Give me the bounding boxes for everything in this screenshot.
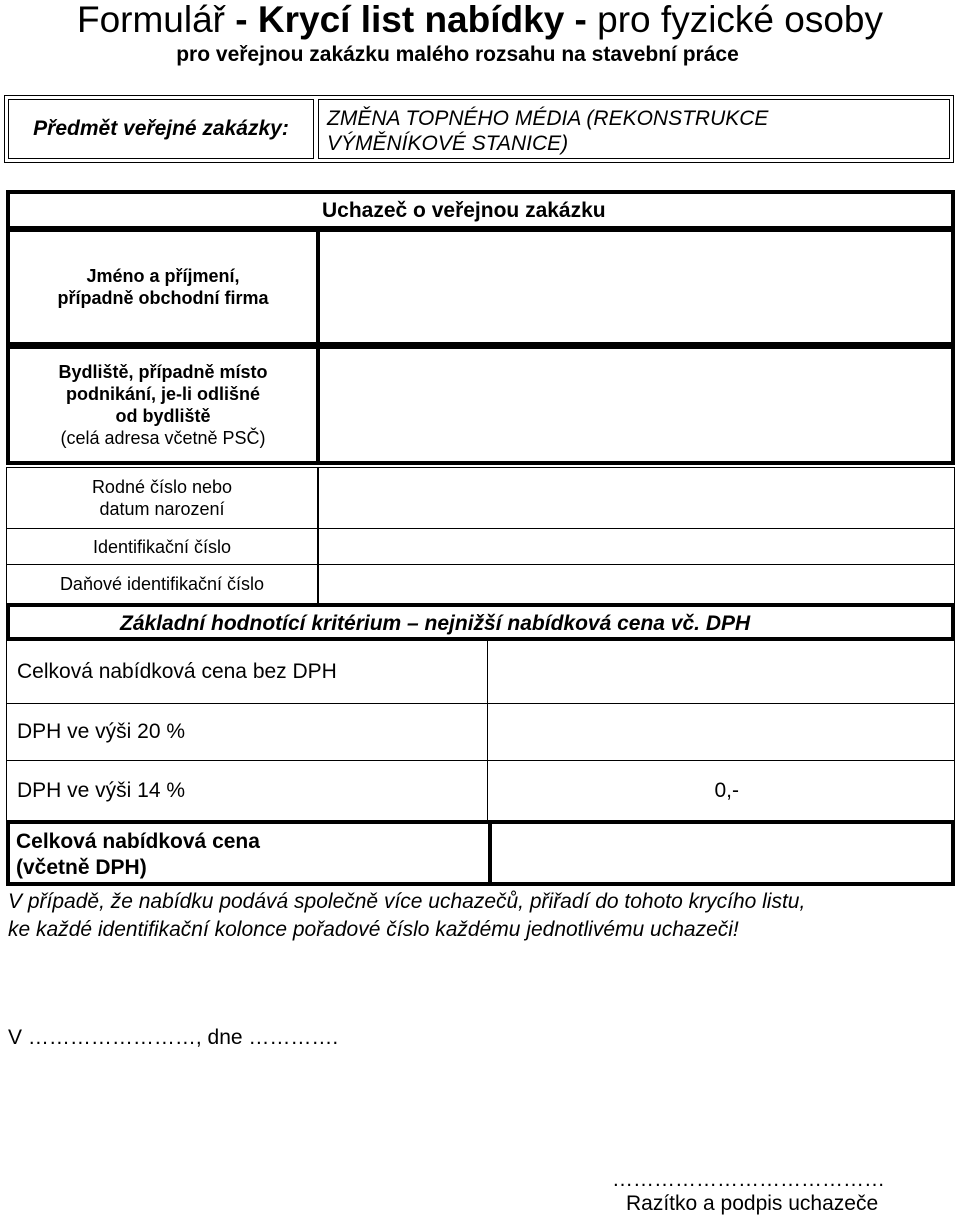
dic-label-cell — [6, 564, 318, 604]
name-label-line-2: případně obchodní firma — [57, 288, 269, 308]
total-price-label-line-1: Celková nabídková cena — [16, 830, 260, 853]
subject-value-line-1: ZMĚNA TOPNÉHO MÉDIA (REKONSTRUKCE — [327, 107, 769, 130]
birth-input-cell[interactable] — [318, 467, 955, 529]
vat-14-label: DPH ve výši 14 % — [17, 779, 186, 802]
ico-label: Identifikační číslo — [92, 536, 232, 557]
price-excl-vat-label: Celková nabídková cena bez DPH — [17, 660, 337, 683]
vat-14-input[interactable] — [487, 760, 955, 822]
birth-label-line-2: datum narození — [99, 499, 225, 519]
residence-label-line-2: podnikání, je-li odlišné — [65, 384, 261, 404]
bidder-heading — [6, 190, 955, 230]
total-price-label-cell — [6, 820, 492, 886]
birth-label-cell — [6, 467, 318, 529]
subject-value-line-2: VÝMĚNÍKOVÉ STANICE) — [327, 132, 569, 155]
dic-label: Daňové identifikační číslo — [59, 574, 265, 594]
price-excl-vat-input[interactable] — [487, 640, 955, 704]
subject-value — [318, 99, 950, 159]
birth-label-line-1: Rodné číslo nebo — [91, 477, 233, 497]
name-label-line-1: Jméno a příjmení, — [86, 266, 240, 286]
title-part-1: Formulář — [76, 0, 236, 40]
price-excl-vat-label-cell — [6, 640, 488, 704]
residence-label-line-4: (celá adresa včetně PSČ) — [60, 428, 266, 448]
ico-label-cell — [6, 528, 318, 565]
note-line-2: ke každé identifikační kolonce pořadové číslo každému jednotlivému uchazeči! — [8, 918, 739, 941]
signature-label: Razítko a podpis uchazeče — [626, 1192, 879, 1215]
signature-dots: ………………………………… — [612, 1168, 885, 1191]
total-price-input[interactable] — [488, 820, 955, 886]
vat-14-value: 0,- — [714, 779, 739, 802]
vat-20-label: DPH ve výši 20 % — [17, 720, 186, 743]
title-part-2: - Krycí list nabídky - — [235, 0, 587, 40]
residence-label-line-3: od bydliště — [115, 406, 211, 426]
dic-input-cell[interactable] — [318, 564, 955, 604]
residence-label-line-1: Bydliště, případně místo — [58, 362, 268, 382]
criterion-heading — [6, 603, 955, 641]
note-line-1: V případě, že nabídku podává společně více uchazečů, přiřadí do tohoto krycího listu, — [8, 890, 806, 913]
residence-input-cell[interactable] — [316, 345, 955, 465]
residence-label-cell — [6, 345, 320, 465]
form-title — [0, 0, 960, 40]
vat-20-label-cell — [6, 703, 488, 761]
title-part-3: pro fyzické osoby — [586, 0, 884, 40]
name-label-cell — [6, 228, 320, 346]
place-date-line: V ……………………, dne …………. — [8, 1026, 339, 1049]
multiple-bidders-note — [8, 888, 958, 944]
vat-14-label-cell — [6, 760, 488, 822]
form-subtitle: pro veřejnou zakázku malého rozsahu na stavební práce — [176, 43, 739, 66]
total-price-label-line-2: (včetně DPH) — [16, 856, 147, 879]
bidder-heading-text: Uchazeč o veřejnou zakázku — [322, 199, 606, 222]
name-input-cell[interactable] — [316, 228, 955, 346]
ico-input-cell[interactable] — [318, 528, 955, 565]
subject-label: Předmět veřejné zakázky: — [8, 99, 314, 159]
vat-20-input[interactable] — [487, 703, 955, 761]
criterion-heading-text: Základní hodnotící kritérium – nejnižší nabídková cena vč. DPH — [120, 612, 751, 635]
